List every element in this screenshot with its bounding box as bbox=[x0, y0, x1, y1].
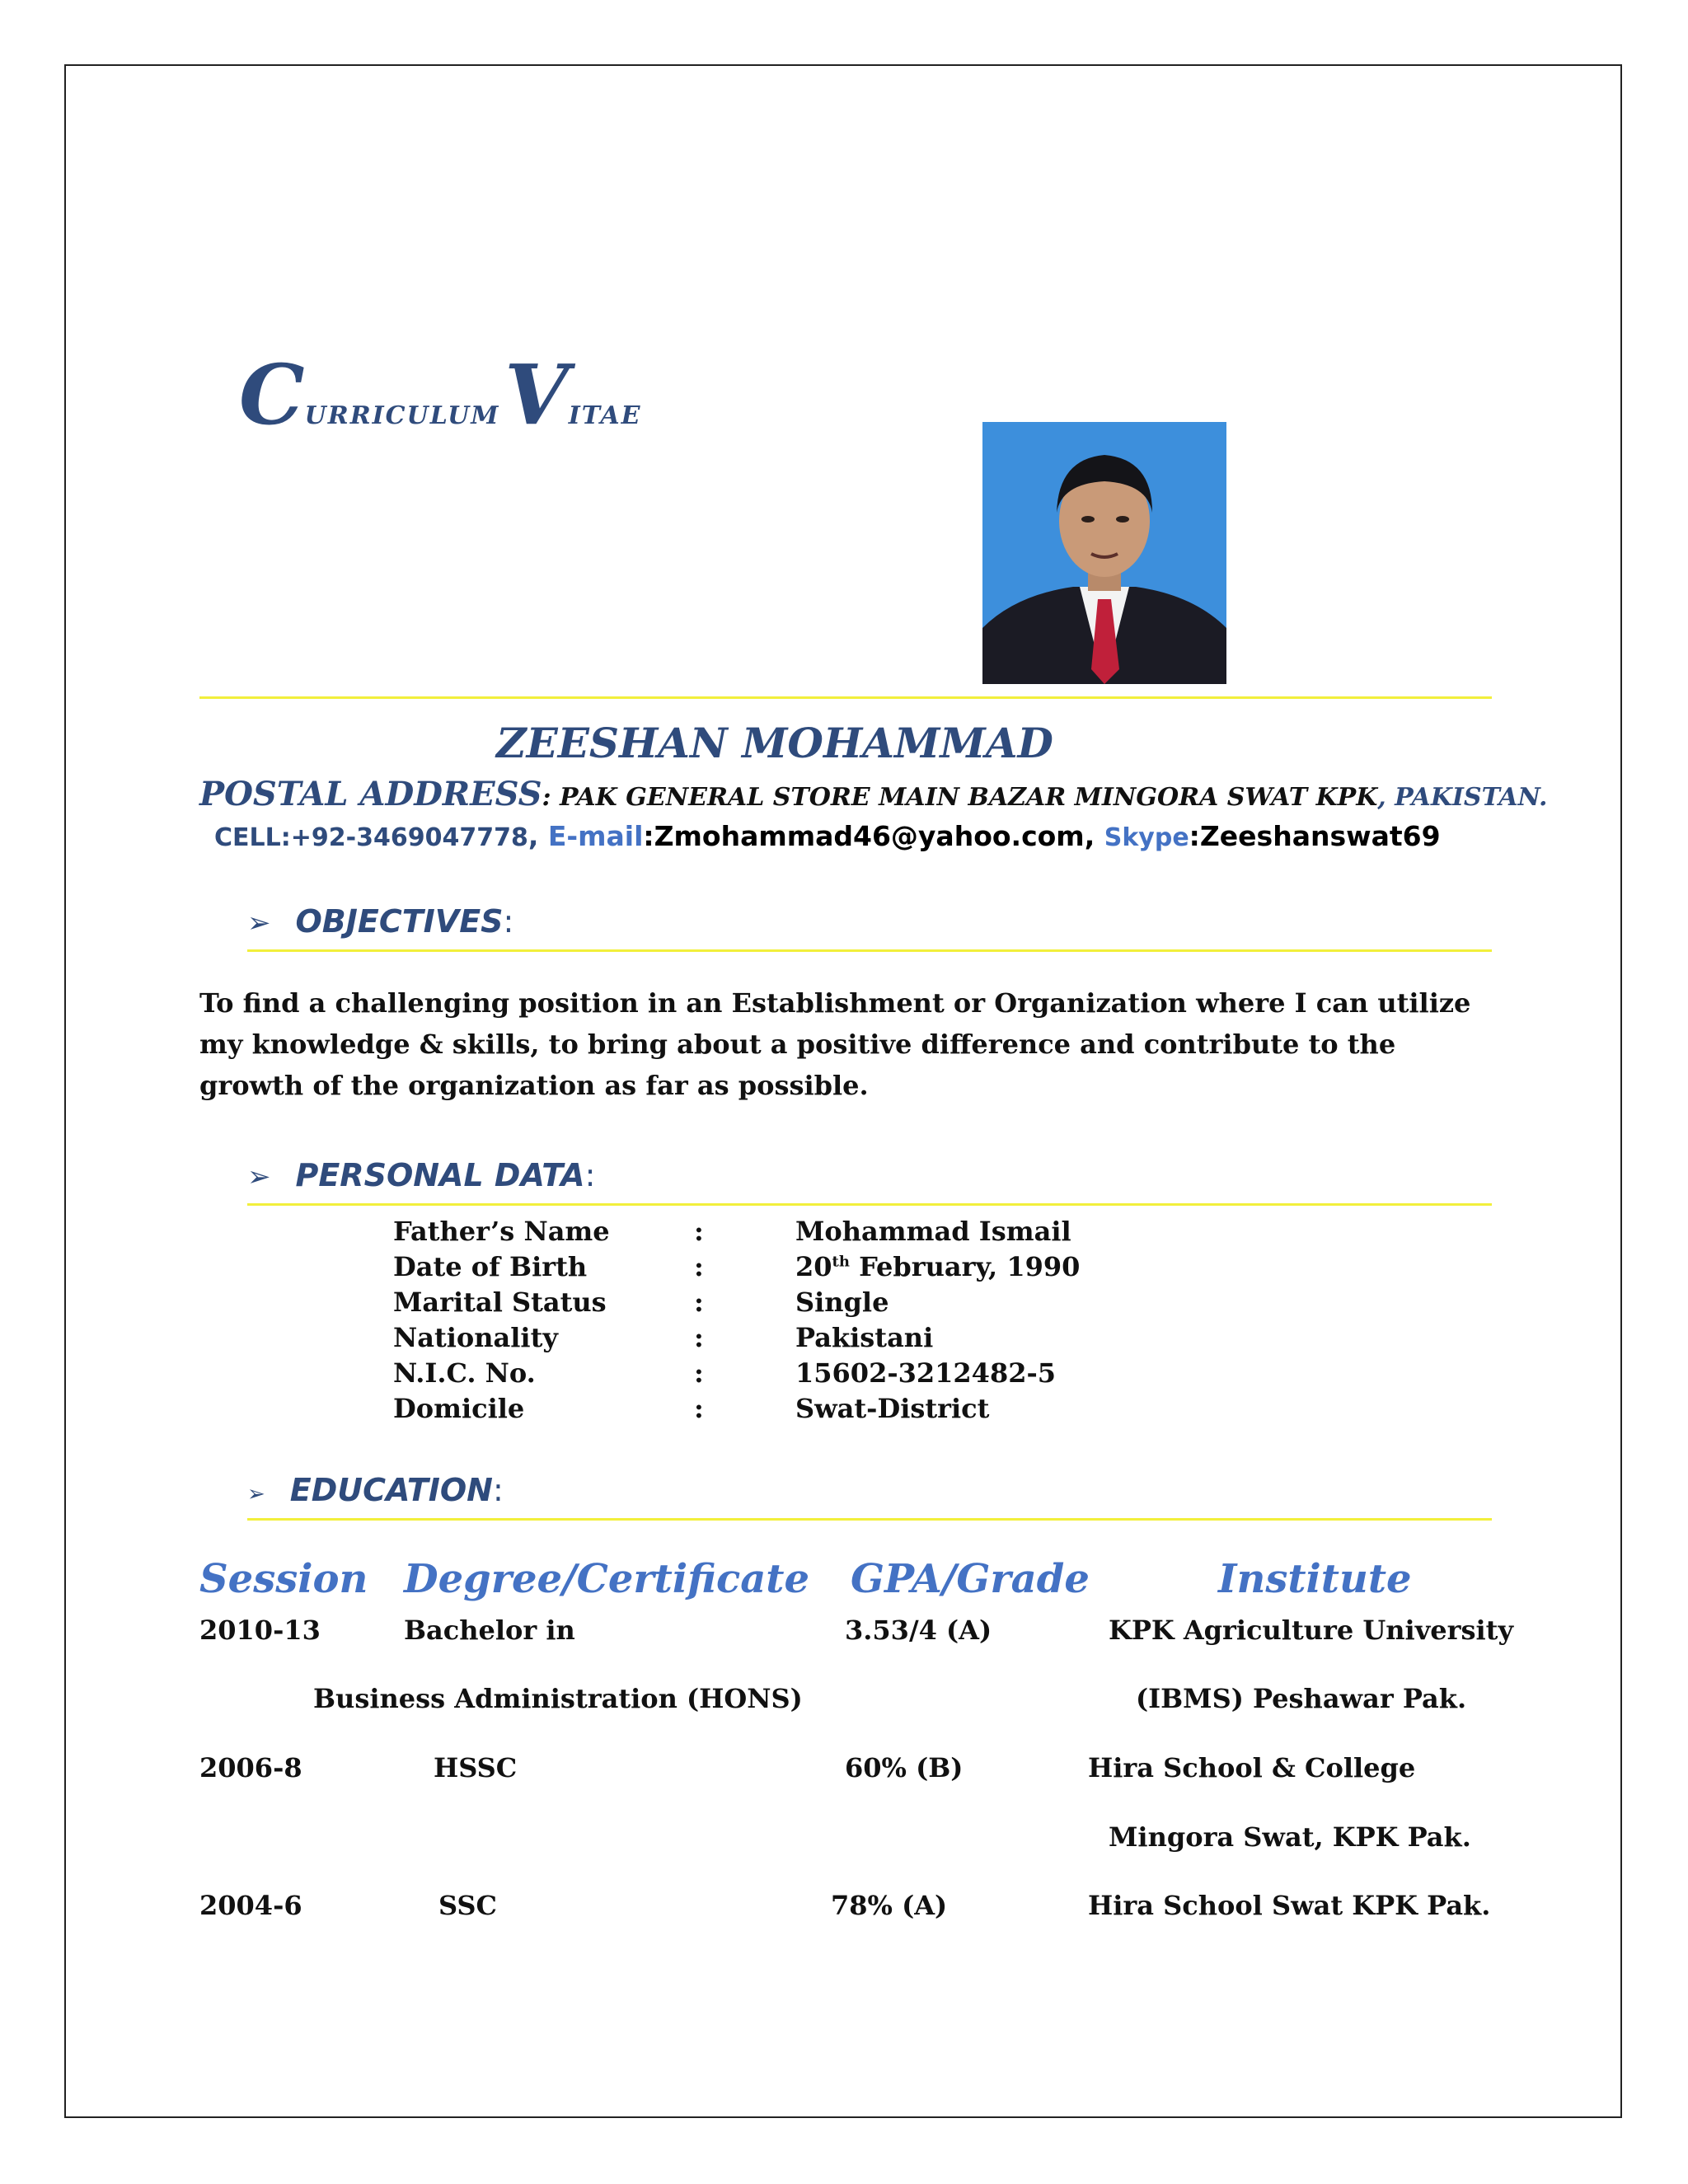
arrow-bullet-icon: ➢ bbox=[247, 907, 271, 940]
pd-colon: : bbox=[694, 1286, 704, 1318]
pd-label-father: Father’s Name bbox=[393, 1216, 610, 1247]
heading-colon: : bbox=[492, 1472, 504, 1508]
objectives-text: To find a challenging position in an Establishment or Organization where I can utilize my knowledge & skills, to bring about a positive difference and contribute to the growth of the organization as far as possible. bbox=[199, 987, 1471, 1101]
edu-grade: 78% (A) bbox=[831, 1890, 948, 1921]
full-name: ZEESHAN MOHAMMAD bbox=[496, 719, 1053, 767]
edu-session: 2006-8 bbox=[199, 1752, 302, 1783]
pd-colon: : bbox=[694, 1357, 704, 1389]
title-initial-c: C bbox=[239, 346, 305, 443]
pd-label-nationality: Nationality bbox=[393, 1322, 558, 1353]
email-label: E-mail bbox=[547, 820, 644, 852]
title-itae: ITAE bbox=[568, 401, 642, 430]
pd-label-domicile: Domicile bbox=[393, 1393, 525, 1424]
edu-institute: Hira School & College bbox=[1088, 1752, 1416, 1783]
education-title: EDUCATION bbox=[289, 1472, 493, 1508]
pd-label-marital: Marital Status bbox=[393, 1286, 607, 1318]
pd-value-marital: Single bbox=[795, 1286, 889, 1318]
personal-data-title: PERSONAL DATA bbox=[295, 1157, 585, 1193]
cell-number: CELL:+92-3469047778 bbox=[214, 823, 528, 852]
pd-value-nationality: Pakistani bbox=[795, 1322, 934, 1353]
education-heading bbox=[247, 1472, 504, 1508]
pd-value-domicile: Swat-District bbox=[795, 1393, 990, 1424]
personal-data-heading bbox=[247, 1157, 595, 1193]
contact-line bbox=[214, 820, 1441, 852]
email-value[interactable]: :Zmohammad46@yahoo.com, bbox=[643, 820, 1095, 852]
pd-colon: : bbox=[694, 1322, 704, 1353]
contact-separator: , bbox=[528, 820, 548, 852]
objectives-divider bbox=[247, 949, 1492, 952]
pd-value-father: Mohammad Ismail bbox=[795, 1216, 1071, 1247]
pd-label-nic: N.I.C. No. bbox=[393, 1357, 536, 1389]
pd-value-dob bbox=[795, 1251, 1080, 1282]
pd-colon: : bbox=[694, 1216, 704, 1247]
skype-value: :Zeeshanswat69 bbox=[1189, 820, 1441, 852]
edu-institute-line2: (IBMS) Peshawar Pak. bbox=[1136, 1683, 1467, 1714]
edu-degree: HSSC bbox=[434, 1752, 518, 1783]
person-portrait-icon bbox=[982, 422, 1226, 684]
heading-colon: : bbox=[584, 1157, 596, 1193]
personal-divider bbox=[247, 1203, 1492, 1206]
header-divider bbox=[199, 696, 1492, 699]
education-divider bbox=[247, 1518, 1492, 1521]
edu-session: 2010-13 bbox=[199, 1615, 321, 1646]
arrow-bullet-icon: ➢ bbox=[247, 1160, 271, 1193]
dob-ordinal: th bbox=[832, 1253, 850, 1271]
dob-rest: February, 1990 bbox=[849, 1251, 1081, 1282]
edu-degree-line2: Business Administration (HONS) bbox=[313, 1683, 803, 1714]
edu-institute: Hira School Swat KPK Pak. bbox=[1088, 1890, 1491, 1921]
edu-degree: SSC bbox=[438, 1890, 497, 1921]
pd-colon: : bbox=[694, 1393, 704, 1424]
objectives-heading bbox=[247, 903, 513, 940]
pd-value-nic: 15602-3212482-5 bbox=[795, 1357, 1057, 1389]
address-country: , PAKISTAN. bbox=[1377, 783, 1548, 812]
profile-photo bbox=[982, 422, 1226, 684]
address-label: POSTAL ADDRESS bbox=[199, 775, 542, 813]
title-urriculum: URRICULUM bbox=[304, 401, 500, 430]
objectives-title: OBJECTIVES bbox=[295, 903, 504, 940]
edu-institute-line2: Mingora Swat, KPK Pak. bbox=[1109, 1821, 1471, 1853]
edu-institute: KPK Agriculture University bbox=[1109, 1615, 1514, 1646]
edu-header-session: Session bbox=[199, 1556, 368, 1602]
pd-colon: : bbox=[694, 1251, 704, 1282]
edu-degree: Bachelor in bbox=[404, 1615, 575, 1646]
arrow-bullet-icon: ➢ bbox=[247, 1482, 265, 1507]
title-initial-v: V bbox=[504, 346, 569, 443]
edu-session: 2004-6 bbox=[199, 1890, 302, 1921]
edu-grade: 60% (B) bbox=[845, 1752, 964, 1783]
cv-title bbox=[239, 346, 642, 443]
edu-header-grade: GPA/Grade bbox=[851, 1556, 1090, 1602]
address-value: : PAK GENERAL STORE MAIN BAZAR MINGORA SWAT KPK bbox=[542, 783, 1378, 812]
pd-label-dob: Date of Birth bbox=[393, 1251, 588, 1282]
edu-grade: 3.53/4 (A) bbox=[845, 1615, 992, 1646]
edu-header-institute: Institute bbox=[1218, 1556, 1412, 1602]
edu-header-degree: Degree/Certificate bbox=[404, 1556, 809, 1602]
postal-address bbox=[199, 775, 1548, 813]
skype-label: Skype bbox=[1104, 823, 1189, 852]
heading-colon: : bbox=[503, 903, 514, 940]
dob-day: 20 bbox=[795, 1251, 832, 1282]
